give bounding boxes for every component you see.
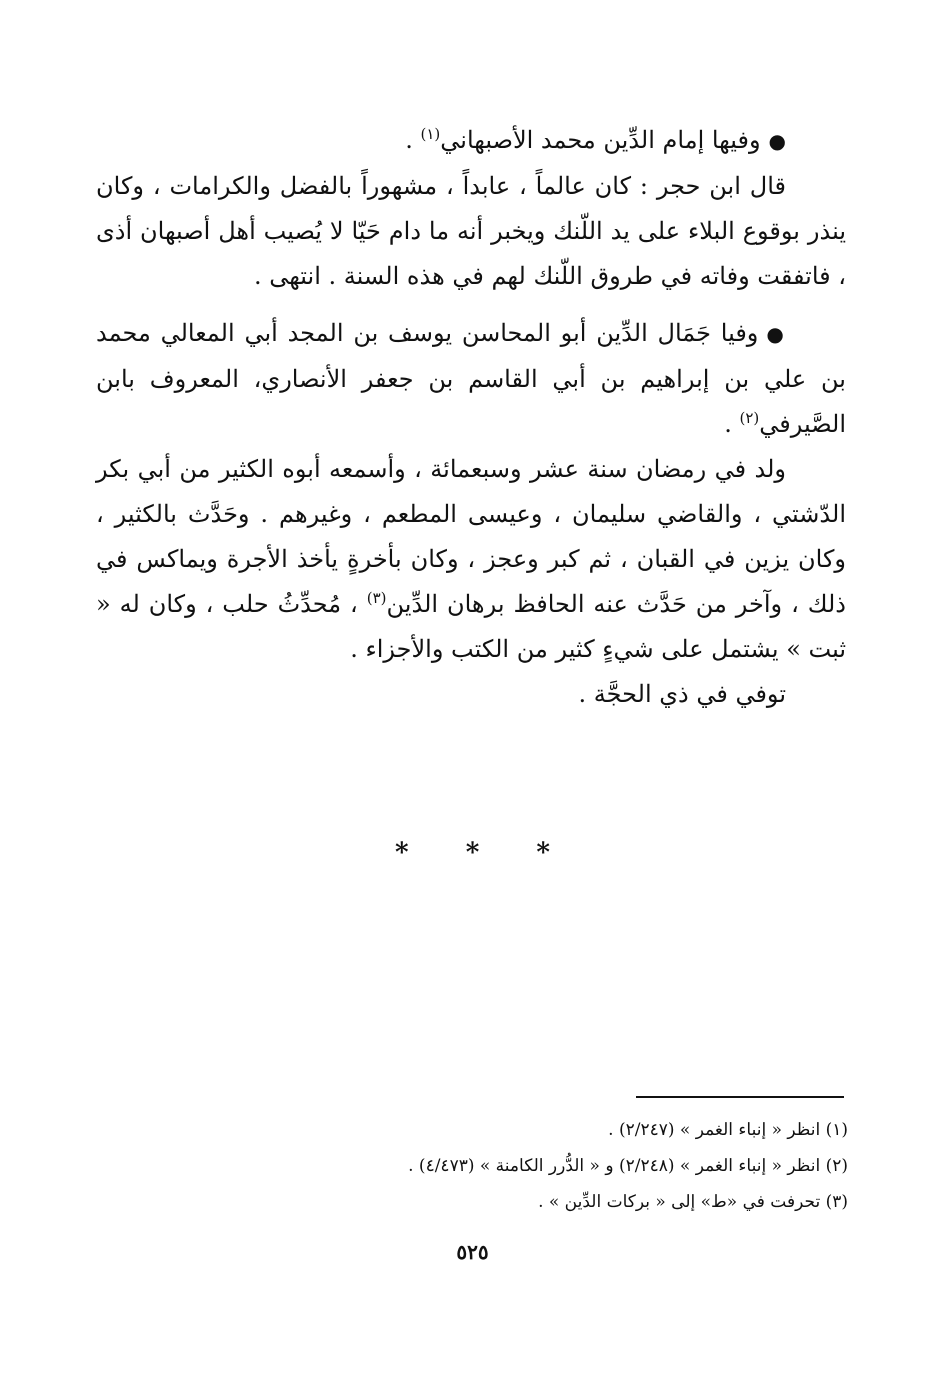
entry-tail: . [724, 410, 740, 438]
footnote-2: (٢) انظر « إنباء الغمر » (٢/٢٤٨) و « الدُّرر الكامنة » (٤/٤٧٣) . [408, 1156, 848, 1176]
entry-paragraph [96, 118, 846, 164]
footnote-ref[interactable]: (١) [420, 125, 441, 143]
footnote-3: (٣) تحرفت في «ط» إلى « بركات الدِّين » . [538, 1192, 848, 1212]
entry-paragraph [96, 311, 846, 447]
bullet-icon: ● [768, 129, 786, 153]
biography-paragraph [96, 447, 846, 672]
death-text: توفي في ذي الحجَّة . [578, 680, 786, 708]
entry-tail: . [405, 126, 421, 154]
footnote-ref[interactable]: (٣) [366, 589, 387, 607]
footnote-divider [636, 1096, 844, 1098]
section-separator: * * * [395, 838, 550, 868]
entry-text: وفيها إمام الدِّين محمد الأصبهاني [440, 126, 761, 154]
biography-text: ولد في رمضان سنة عشر وسبعمائة ، وأسمعه أبوه الكثير من أبي بكر الدّشتي ، والقاضي سليمان ، وعيسى المطعم ، وغيرهم . وحَدَّث بالكثير ، وكان يزين في القبان ، ثم كبر وعجز ، وكان بأخرةٍ يأخذ الأجرة ويماكس في ذلك ، وآخر من حَدَّث عنه الحافظ برهان الدِّين [96, 455, 846, 618]
main-text [96, 118, 846, 717]
footnotes [96, 1112, 848, 1220]
footnote-1: (١) انظر « إنباء الغمر » (٢/٢٤٧) . [608, 1120, 848, 1140]
biography-tail: ، مُحدِّثُ حلب ، وكان له « ثبت » يشتمل على شيءٍ كثير من الكتب والأجزاء . [96, 590, 846, 663]
death-paragraph [96, 672, 846, 717]
quote-paragraph [96, 164, 846, 299]
footnote-ref[interactable]: (٢) [739, 409, 760, 427]
page-number: ٥٢٥ [456, 1240, 489, 1264]
bullet-icon: ● [766, 322, 786, 346]
quote-text: قال ابن حجر : كان عالماً ، عابداً ، مشهوراً بالفضل والكرامات ، وكان ينذر بوقوع البلاء على يد اللّنك ويخبر أنه ما دام حَيّا لا يُصيب أهل أصبهان أذى ، فاتفقت وفاته في طروق اللّنك لهم في هذه السنة . انتهى . [96, 172, 846, 290]
entry-text: وفيا جَمَال الدِّين أبو المحاسن يوسف بن المجد أبي المعالي محمد بن علي بن إبراهيم بن أبي القاسم بن جعفر الأنصاري، المعروف بابن الصَّيرفي [96, 319, 846, 438]
